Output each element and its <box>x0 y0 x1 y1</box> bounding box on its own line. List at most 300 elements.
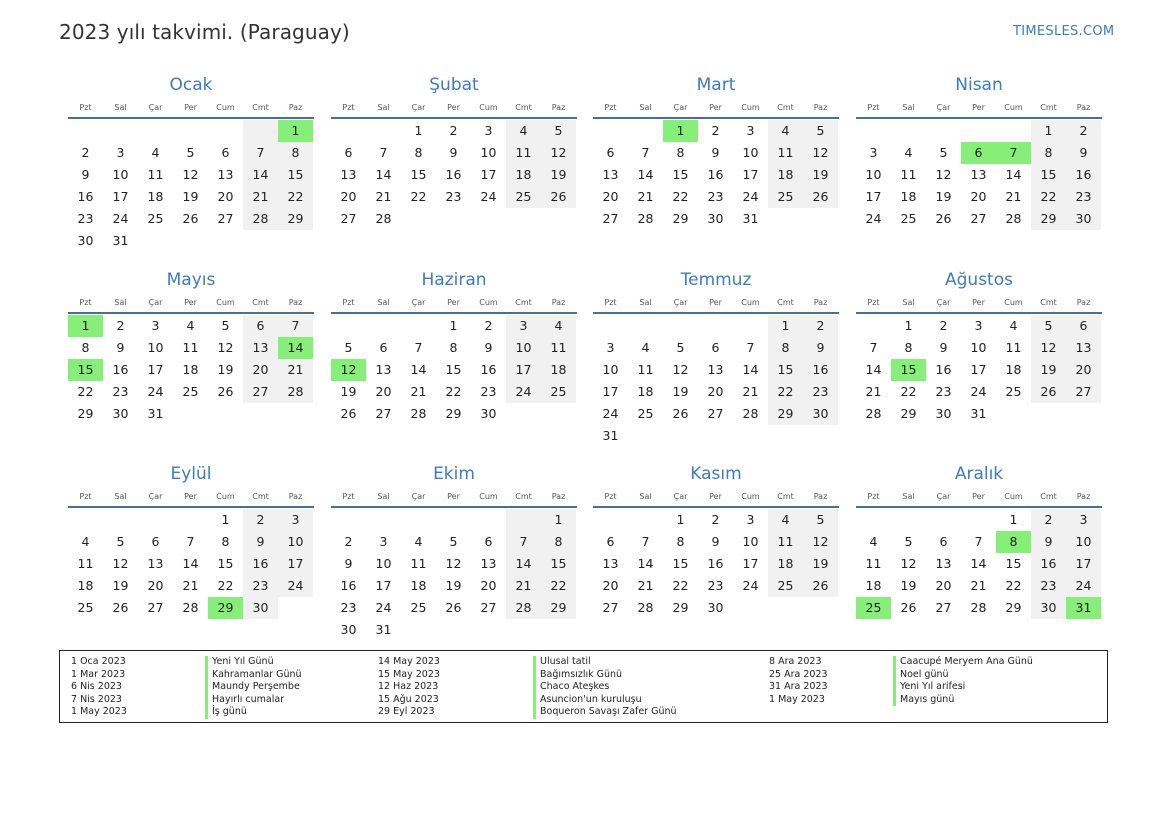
week-row <box>856 315 1102 337</box>
week-row <box>856 337 1102 359</box>
day-cell: 6 <box>484 534 493 549</box>
holiday-date: 7 Nis 2023 <box>71 693 122 705</box>
day-cell-empty <box>471 208 506 230</box>
holiday-name: Hayırlı cumalar <box>205 694 302 707</box>
day-cell-empty <box>401 619 436 641</box>
week-row <box>331 315 577 337</box>
weekday-label: Çar <box>936 298 951 307</box>
day-cell: 10 <box>147 340 164 355</box>
week-row <box>68 531 314 553</box>
weekday-label: Cum <box>479 103 498 112</box>
week-row <box>856 509 1102 531</box>
day-cell-empty <box>541 403 576 425</box>
weekday-label: Çar <box>411 103 426 112</box>
day-cell-empty <box>401 509 436 531</box>
day-cell: 6 <box>939 534 948 549</box>
day-cell: 15 <box>541 553 576 575</box>
day-cell: 21 <box>865 384 882 399</box>
weekday-label: Cmt <box>1040 103 1057 112</box>
day-cell: 8 <box>904 340 913 355</box>
weekday-label: Sal <box>639 298 652 307</box>
day-cell-empty <box>506 403 541 425</box>
holiday-date: 15 May 2023 <box>378 668 440 680</box>
day-cell: 7 <box>414 340 423 355</box>
week-row <box>331 164 577 186</box>
day-cell: 27 <box>602 211 619 226</box>
day-cell: 6 <box>711 340 720 355</box>
day-cell: 21 <box>637 189 654 204</box>
holiday-day-cell: 1 <box>278 120 313 142</box>
weekday-label: Paz <box>813 103 828 112</box>
day-cell: 2 <box>344 534 353 549</box>
holiday-date: 12 Haz 2023 <box>378 681 439 693</box>
day-cell: 22 <box>278 186 313 208</box>
day-cell: 30 <box>340 622 357 637</box>
holiday-name: Asuncion'un kuruluşu <box>533 694 677 707</box>
day-cell: 2 <box>803 315 838 337</box>
week-row <box>593 403 839 425</box>
holiday-date: 29 Eyl 2023 <box>378 706 435 718</box>
holiday-name: Chaco Ateşkes <box>533 681 677 694</box>
day-cell: 8 <box>1031 142 1066 164</box>
day-cell: 13 <box>147 556 164 571</box>
day-cell: 21 <box>1005 189 1022 204</box>
weekday-label: Per <box>447 103 460 112</box>
holiday-name: Mayıs günü <box>893 694 1033 707</box>
day-cell: 7 <box>974 534 983 549</box>
day-cell: 10 <box>375 556 392 571</box>
holiday-name: Ulusal tatil <box>533 656 677 669</box>
day-cell-empty <box>208 403 243 425</box>
week-row <box>856 381 1102 403</box>
weekday-label: Sal <box>377 298 390 307</box>
day-cell: 27 <box>707 406 724 421</box>
day-cell: 28 <box>375 211 392 226</box>
month-1 <box>68 73 314 252</box>
weekday-label: Pzt <box>604 492 617 501</box>
day-cell: 20 <box>147 578 164 593</box>
week-row <box>593 359 839 381</box>
day-cell: 29 <box>278 208 313 230</box>
week-row <box>68 381 314 403</box>
day-cell: 1 <box>1009 512 1018 527</box>
day-cell: 17 <box>970 362 987 377</box>
day-cell: 25 <box>768 186 803 208</box>
day-cell: 9 <box>344 556 353 571</box>
day-cell: 4 <box>81 534 90 549</box>
week-row <box>331 120 577 142</box>
day-cell: 10 <box>112 167 129 182</box>
day-cell: 17 <box>1066 553 1101 575</box>
day-cell-empty <box>803 597 838 619</box>
month-7 <box>593 268 839 447</box>
day-cell: 17 <box>506 359 541 381</box>
day-cell: 17 <box>278 553 313 575</box>
day-cell-empty <box>891 120 926 142</box>
day-cell: 7 <box>186 534 195 549</box>
week-row <box>68 120 314 142</box>
day-cell: 1 <box>768 315 803 337</box>
day-cell-empty <box>208 120 243 142</box>
month-name: Aralık <box>954 464 1004 484</box>
month-name: Mart <box>696 75 736 95</box>
weekday-label: Sal <box>639 492 652 501</box>
day-cell: 29 <box>541 597 576 619</box>
weekday-label: Cum <box>479 298 498 307</box>
day-cell: 22 <box>1005 578 1022 593</box>
week-row <box>68 337 314 359</box>
day-cell: 28 <box>182 600 199 615</box>
holiday-day-cell: 31 <box>1066 597 1101 619</box>
holiday-names-column <box>205 656 302 719</box>
day-cell: 20 <box>243 359 278 381</box>
day-cell: 19 <box>445 578 462 593</box>
week-row <box>593 425 839 447</box>
day-cell-empty <box>436 509 471 531</box>
day-cell: 9 <box>711 534 720 549</box>
day-cell-empty <box>926 509 961 531</box>
week-row <box>331 575 577 597</box>
week-row <box>593 509 839 531</box>
day-cell: 31 <box>602 428 619 443</box>
day-cell-empty <box>331 315 366 337</box>
weekday-label: Cmt <box>515 103 532 112</box>
day-cell-empty <box>331 120 366 142</box>
day-cell: 19 <box>112 578 129 593</box>
day-cell: 22 <box>672 189 689 204</box>
week-row <box>331 186 577 208</box>
day-cell: 28 <box>243 208 278 230</box>
weekday-header <box>68 294 314 312</box>
day-cell: 2 <box>939 318 948 333</box>
day-cell: 2 <box>116 318 125 333</box>
month-12 <box>856 462 1102 619</box>
week-row <box>68 359 314 381</box>
day-cell: 3 <box>151 318 160 333</box>
holiday-name: Noel günü <box>893 669 1033 682</box>
day-cell: 18 <box>506 164 541 186</box>
day-cell: 13 <box>970 167 987 182</box>
weekday-label: Pzt <box>79 492 92 501</box>
day-cell: 3 <box>278 509 313 531</box>
day-cell: 5 <box>344 340 353 355</box>
day-cell: 23 <box>480 384 497 399</box>
day-cell: 20 <box>217 189 234 204</box>
day-cell: 24 <box>602 406 619 421</box>
day-cell: 11 <box>768 531 803 553</box>
week-row <box>856 359 1102 381</box>
day-cell: 6 <box>606 145 615 160</box>
day-cell: 23 <box>935 384 952 399</box>
day-cell: 13 <box>1066 337 1101 359</box>
day-cell: 13 <box>217 167 234 182</box>
day-cell: 13 <box>375 362 392 377</box>
day-cell: 12 <box>1031 337 1066 359</box>
week-row <box>856 531 1102 553</box>
day-cell: 8 <box>676 145 685 160</box>
day-cell: 5 <box>116 534 125 549</box>
weekday-label: Per <box>709 103 722 112</box>
month-name: Haziran <box>421 270 487 290</box>
day-cell-empty <box>733 425 768 447</box>
day-cell: 25 <box>77 600 94 615</box>
day-cell: 18 <box>900 189 917 204</box>
day-cell: 14 <box>742 362 759 377</box>
day-cell-empty <box>401 315 436 337</box>
day-cell: 25 <box>541 381 576 403</box>
holiday-day-cell: 29 <box>208 597 243 619</box>
day-cell: 27 <box>340 211 357 226</box>
day-cell: 7 <box>506 531 541 553</box>
day-cell: 31 <box>112 233 129 248</box>
weekday-label: Cmt <box>1040 298 1057 307</box>
weekday-label: Çar <box>936 492 951 501</box>
day-cell: 6 <box>221 145 230 160</box>
day-cell: 22 <box>217 578 234 593</box>
day-cell: 17 <box>602 384 619 399</box>
day-cell: 22 <box>768 381 803 403</box>
weekday-label: Paz <box>551 492 566 501</box>
day-cell: 26 <box>217 384 234 399</box>
day-cell: 14 <box>182 556 199 571</box>
day-cell: 11 <box>506 142 541 164</box>
month-5 <box>68 268 314 425</box>
day-cell: 17 <box>112 189 129 204</box>
day-cell: 25 <box>147 211 164 226</box>
holiday-name: Yeni Yıl Günü <box>205 656 302 669</box>
day-cell: 20 <box>375 384 392 399</box>
day-cell: 1 <box>414 123 423 138</box>
day-cell: 6 <box>243 315 278 337</box>
day-cell: 22 <box>672 578 689 593</box>
day-cell-empty <box>733 597 768 619</box>
holiday-name: Bağımsızlık Günü <box>533 669 677 682</box>
day-cell: 4 <box>151 145 160 160</box>
day-cell: 3 <box>379 534 388 549</box>
day-cell: 16 <box>1031 553 1066 575</box>
day-cell: 13 <box>602 167 619 182</box>
day-cell-empty <box>961 120 996 142</box>
day-cell-empty <box>593 120 628 142</box>
week-row <box>856 208 1102 230</box>
weekday-label: Pzt <box>867 298 880 307</box>
day-cell: 20 <box>935 578 952 593</box>
weekday-label: Cum <box>479 492 498 501</box>
weekday-label: Per <box>184 103 197 112</box>
day-cell: 20 <box>970 189 987 204</box>
day-cell: 1 <box>904 318 913 333</box>
day-cell: 4 <box>869 534 878 549</box>
day-cell: 31 <box>147 406 164 421</box>
day-cell: 18 <box>768 553 803 575</box>
day-cell: 6 <box>344 145 353 160</box>
day-cell: 23 <box>707 189 724 204</box>
day-cell: 2 <box>243 509 278 531</box>
holiday-dates-column <box>769 656 828 706</box>
weekday-label: Paz <box>288 492 303 501</box>
day-cell: 7 <box>746 340 755 355</box>
day-cell-empty <box>768 425 803 447</box>
week-row <box>331 597 577 619</box>
day-cell: 8 <box>221 534 230 549</box>
day-cell: 29 <box>768 403 803 425</box>
holiday-name: Caacupé Meryem Ana Günü <box>893 656 1033 669</box>
month-11 <box>593 462 839 619</box>
day-cell-empty <box>926 120 961 142</box>
day-cell: 12 <box>803 142 838 164</box>
day-cell: 21 <box>243 186 278 208</box>
day-cell: 23 <box>243 575 278 597</box>
weekday-label: Per <box>184 492 197 501</box>
day-cell-empty <box>628 120 663 142</box>
day-cell: 23 <box>340 600 357 615</box>
day-cell: 19 <box>182 189 199 204</box>
weekday-header <box>593 488 839 506</box>
day-cell: 7 <box>379 145 388 160</box>
day-cell: 30 <box>707 211 724 226</box>
day-cell: 4 <box>904 145 913 160</box>
holiday-date: 15 Ağu 2023 <box>378 693 439 705</box>
day-cell: 25 <box>768 575 803 597</box>
day-cell: 27 <box>217 211 234 226</box>
holiday-dates-column <box>378 656 440 719</box>
day-cell: 9 <box>939 340 948 355</box>
weekday-label: Cum <box>216 103 235 112</box>
weekday-label: Per <box>972 492 985 501</box>
day-cell: 24 <box>375 600 392 615</box>
weekday-label: Pzt <box>604 103 617 112</box>
weekday-label: Pzt <box>342 103 355 112</box>
day-cell: 15 <box>1005 556 1022 571</box>
day-cell: 24 <box>278 575 313 597</box>
day-cell: 25 <box>182 384 199 399</box>
holiday-names-column <box>533 656 677 719</box>
day-cell: 26 <box>803 186 838 208</box>
weekday-label: Pzt <box>342 492 355 501</box>
day-cell: 29 <box>672 211 689 226</box>
weekday-label: Sal <box>114 103 127 112</box>
weekday-label: Cum <box>1004 492 1023 501</box>
day-cell: 16 <box>803 359 838 381</box>
day-cell: 28 <box>410 406 427 421</box>
weekday-label: Cmt <box>515 298 532 307</box>
day-cell: 4 <box>641 340 650 355</box>
day-cell: 8 <box>414 145 423 160</box>
brand-link[interactable]: TIMESLES.COM <box>1013 24 1115 39</box>
weekday-label: Paz <box>813 298 828 307</box>
weekday-label: Paz <box>288 298 303 307</box>
day-cell-empty <box>593 315 628 337</box>
weekday-label: Cmt <box>777 103 794 112</box>
day-cell-empty <box>138 230 173 252</box>
weekday-label: Paz <box>1076 298 1091 307</box>
day-cell: 20 <box>602 189 619 204</box>
day-cell: 19 <box>900 578 917 593</box>
day-cell: 20 <box>480 578 497 593</box>
day-cell-empty <box>803 425 838 447</box>
day-cell: 27 <box>602 600 619 615</box>
page-title: 2023 yılı takvimi. (Paraguay) <box>59 20 350 44</box>
day-cell: 10 <box>742 534 759 549</box>
day-cell: 24 <box>147 384 164 399</box>
day-cell: 18 <box>77 578 94 593</box>
weekday-label: Per <box>972 103 985 112</box>
day-cell: 7 <box>869 340 878 355</box>
day-cell: 11 <box>900 167 917 182</box>
day-cell: 8 <box>768 337 803 359</box>
day-cell-empty <box>331 509 366 531</box>
day-cell-empty <box>366 120 401 142</box>
weekday-label: Sal <box>902 298 915 307</box>
day-cell-empty <box>471 509 506 531</box>
weekday-label: Cum <box>741 103 760 112</box>
day-cell: 4 <box>541 315 576 337</box>
holiday-day-cell: 6 <box>961 142 996 164</box>
day-cell-empty <box>593 509 628 531</box>
week-row <box>856 597 1102 619</box>
day-cell: 27 <box>935 600 952 615</box>
day-cell: 26 <box>900 600 917 615</box>
holiday-name: Maundy Perşembe <box>205 681 302 694</box>
weekday-header <box>68 99 314 117</box>
day-cell: 23 <box>1031 575 1066 597</box>
day-cell-empty <box>173 120 208 142</box>
day-cell: 1 <box>676 512 685 527</box>
holiday-date: 1 Mar 2023 <box>71 668 126 680</box>
weekday-header <box>331 488 577 506</box>
day-cell: 5 <box>449 534 458 549</box>
day-cell: 2 <box>711 123 720 138</box>
weekday-label: Çar <box>148 492 163 501</box>
weekday-header <box>593 294 839 312</box>
week-row <box>331 381 577 403</box>
day-cell: 16 <box>935 362 952 377</box>
day-cell: 5 <box>676 340 685 355</box>
weekday-label: Cmt <box>252 298 269 307</box>
weekday-header <box>856 99 1102 117</box>
day-cell: 5 <box>904 534 913 549</box>
weekday-label: Cmt <box>1040 492 1057 501</box>
day-cell-empty <box>698 425 733 447</box>
weekday-label: Paz <box>551 298 566 307</box>
weekday-label: Cmt <box>777 492 794 501</box>
weekday-label: Cmt <box>252 492 269 501</box>
day-cell: 18 <box>147 189 164 204</box>
day-cell: 27 <box>147 600 164 615</box>
holiday-date: 1 Oca 2023 <box>71 656 126 667</box>
weekday-label: Çar <box>673 103 688 112</box>
day-cell: 11 <box>410 556 427 571</box>
day-cell-empty <box>856 120 891 142</box>
day-cell: 8 <box>449 340 458 355</box>
day-cell: 14 <box>970 556 987 571</box>
holiday-name: Yeni Yıl arifesi <box>893 681 1033 694</box>
day-cell: 28 <box>970 600 987 615</box>
day-cell: 27 <box>480 600 497 615</box>
day-cell: 5 <box>541 120 576 142</box>
day-cell: 29 <box>900 406 917 421</box>
week-row <box>68 509 314 531</box>
weekday-label: Per <box>447 298 460 307</box>
weekday-label: Sal <box>114 298 127 307</box>
day-cell: 23 <box>707 578 724 593</box>
day-cell: 15 <box>445 362 462 377</box>
day-cell: 15 <box>768 359 803 381</box>
weekday-label: Per <box>709 492 722 501</box>
day-cell: 29 <box>672 600 689 615</box>
day-cell: 1 <box>1031 120 1066 142</box>
weekday-label: Pzt <box>604 298 617 307</box>
